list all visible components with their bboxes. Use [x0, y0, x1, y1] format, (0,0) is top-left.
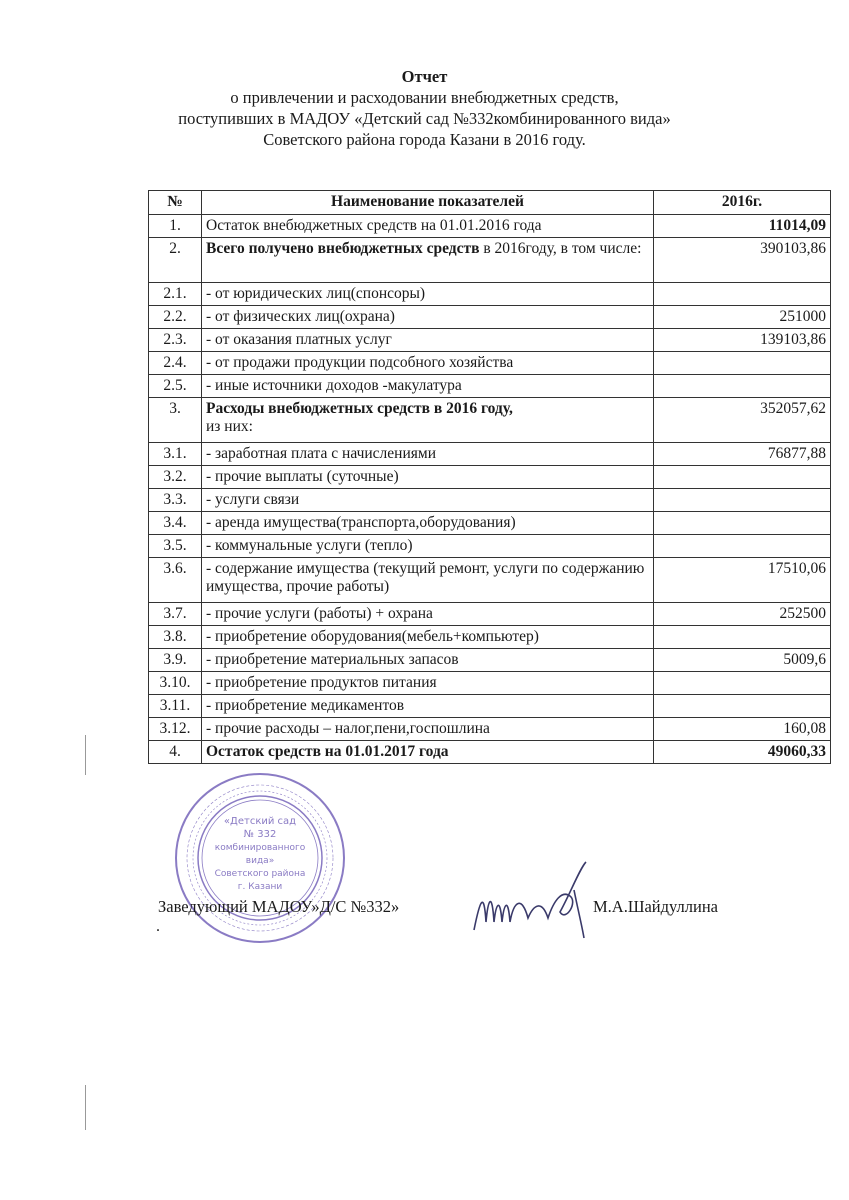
table-row — [149, 512, 831, 535]
table-row — [149, 283, 831, 306]
report-title: Отчет — [401, 67, 448, 86]
row-number: 4. — [149, 741, 202, 764]
row-number: 3.9. — [149, 649, 202, 672]
row-number: 3.12. — [149, 718, 202, 741]
row-value: 160,08 — [654, 718, 831, 741]
table-row — [149, 329, 831, 352]
stamp-line: комбинированного — [214, 843, 306, 853]
row-name: - коммунальные услуги (тепло) — [202, 535, 654, 558]
row-number: 2. — [149, 238, 202, 283]
table-row — [149, 626, 831, 649]
row-name: - приобретение материальных запасов — [202, 649, 654, 672]
row-value: 139103,86 — [654, 329, 831, 352]
row-name-rest: из них: — [206, 418, 253, 435]
row-number: 3.6. — [149, 558, 202, 603]
row-value — [654, 466, 831, 489]
row-value — [654, 535, 831, 558]
row-value — [654, 283, 831, 306]
row-number: 2.3. — [149, 329, 202, 352]
row-name: - приобретение продуктов питания — [202, 672, 654, 695]
row-name: - содержание имущества (текущий ремонт, услуги по содержанию имущества, прочие работы) — [202, 558, 654, 603]
row-value: 252500 — [654, 603, 831, 626]
row-number: 3.8. — [149, 626, 202, 649]
table-row — [149, 718, 831, 741]
row-number: 3.4. — [149, 512, 202, 535]
table-row — [149, 306, 831, 329]
table-row — [149, 443, 831, 466]
report-subtitle-1: о привлечении и расходовании внебюджетных средств, — [230, 88, 619, 107]
row-value: 49060,33 — [654, 741, 831, 764]
row-name: - аренда имущества(транспорта,оборудования) — [202, 512, 654, 535]
row-name-bold: Расходы внебюджетных средств в 2016 году, — [206, 400, 513, 417]
table-row — [149, 603, 831, 626]
row-name — [202, 398, 654, 443]
row-value: 390103,86 — [654, 238, 831, 283]
row-value — [654, 672, 831, 695]
row-number: 3.7. — [149, 603, 202, 626]
table-row — [149, 215, 831, 238]
row-value — [654, 695, 831, 718]
stamp-center-text — [215, 816, 306, 892]
table-row — [149, 558, 831, 603]
row-number: 2.5. — [149, 375, 202, 398]
table-row — [149, 398, 831, 443]
column-header-year: 2016г. — [654, 191, 831, 215]
signature-line — [158, 897, 798, 921]
row-number: 2.4. — [149, 352, 202, 375]
row-value — [654, 375, 831, 398]
signer-position: Заведующий МАДОУ»Д/С №332» — [158, 897, 400, 916]
scan-margin-mark — [85, 1085, 86, 1130]
row-name: - от юридических лиц(спонсоры) — [202, 283, 654, 306]
column-header-number: № — [149, 191, 202, 215]
row-value: 251000 — [654, 306, 831, 329]
row-value: 352057,62 — [654, 398, 831, 443]
row-number: 3.11. — [149, 695, 202, 718]
row-name — [202, 238, 654, 283]
stamp-line: вида» — [245, 856, 275, 866]
report-subtitle-2: поступивших в МАДОУ «Детский сад №332комбинированного вида» — [178, 109, 671, 128]
row-name: - приобретение медикаментов — [202, 695, 654, 718]
row-value: 11014,09 — [654, 215, 831, 238]
row-number: 3.3. — [149, 489, 202, 512]
row-value — [654, 352, 831, 375]
table-row — [149, 741, 831, 764]
signer-name: М.А.Шайдуллина — [593, 897, 719, 916]
row-name: - от продажи продукции подсобного хозяйства — [202, 352, 654, 375]
row-name: Остаток внебюджетных средств на 01.01.2016 года — [202, 215, 654, 238]
row-value: 17510,06 — [654, 558, 831, 603]
row-value — [654, 626, 831, 649]
table-row — [149, 238, 831, 283]
stamp-line: «Детский сад — [223, 816, 297, 827]
table-header-row — [149, 191, 831, 215]
row-number: 3.10. — [149, 672, 202, 695]
stamp-line: № 332 — [243, 829, 277, 840]
report-title-block — [0, 66, 849, 150]
row-number: 2.2. — [149, 306, 202, 329]
row-number: 3.5. — [149, 535, 202, 558]
row-name: - приобретение оборудования(мебель+компьютер) — [202, 626, 654, 649]
row-value — [654, 489, 831, 512]
row-name: - заработная плата с начислениями — [202, 443, 654, 466]
row-number: 3.1. — [149, 443, 202, 466]
column-header-name: Наименование показателей — [202, 191, 654, 215]
row-number: 3.2. — [149, 466, 202, 489]
table-row — [149, 535, 831, 558]
row-number: 2.1. — [149, 283, 202, 306]
footer-dot: . — [156, 918, 160, 935]
row-name-bold: Всего получено внебюджетных средств — [206, 240, 480, 257]
row-name: - услуги связи — [202, 489, 654, 512]
row-number: 3. — [149, 398, 202, 443]
table-row — [149, 466, 831, 489]
report-subtitle-3: Советского района города Казани в 2016 году. — [263, 130, 586, 149]
row-value: 76877,88 — [654, 443, 831, 466]
scan-margin-mark — [85, 735, 86, 775]
row-number: 1. — [149, 215, 202, 238]
stamp-line: Советского района — [214, 869, 306, 879]
row-name: Остаток средств на 01.01.2017 года — [202, 741, 654, 764]
row-value: 5009,6 — [654, 649, 831, 672]
report-table — [148, 190, 831, 764]
row-name: - от физических лиц(охрана) — [202, 306, 654, 329]
stamp-line: г. Казани — [237, 882, 283, 892]
table-row — [149, 352, 831, 375]
table-row — [149, 672, 831, 695]
table-row — [149, 695, 831, 718]
row-value — [654, 512, 831, 535]
row-name: - прочие выплаты (суточные) — [202, 466, 654, 489]
table-row — [149, 649, 831, 672]
row-name: - иные источники доходов -макулатура — [202, 375, 654, 398]
table-row — [149, 375, 831, 398]
row-name-rest: в 2016году, в том числе: — [479, 240, 642, 257]
row-name: - прочие расходы – налог,пени,госпошлина — [202, 718, 654, 741]
table-row — [149, 489, 831, 512]
row-name: - от оказания платных услуг — [202, 329, 654, 352]
row-name: - прочие услуги (работы) + охрана — [202, 603, 654, 626]
